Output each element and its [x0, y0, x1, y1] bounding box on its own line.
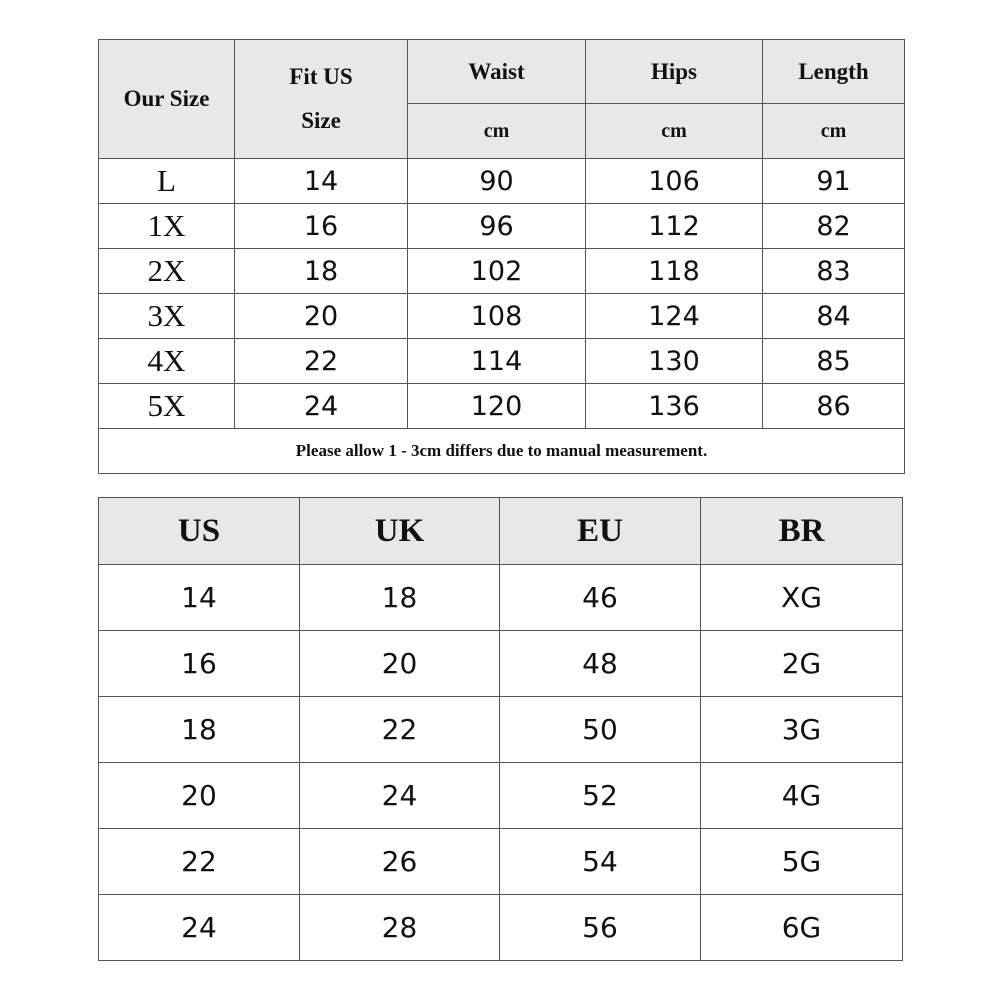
hips-cell: 118 [586, 249, 763, 294]
table-row [99, 204, 905, 249]
eu-cell: 56 [500, 895, 701, 961]
uk-cell: 26 [300, 829, 500, 895]
waist-cell: 90 [408, 159, 586, 204]
eu-cell: 52 [500, 763, 701, 829]
br-cell: 6G [701, 895, 903, 961]
eu-cell: 50 [500, 697, 701, 763]
header-length: Length [763, 40, 905, 104]
header-fit-us-line1: Fit US [289, 64, 353, 89]
eu-cell: 46 [500, 565, 701, 631]
fit-us-cell: 22 [235, 339, 408, 384]
size-conversion-table [98, 497, 903, 961]
br-cell: 4G [701, 763, 903, 829]
waist-cell: 120 [408, 384, 586, 429]
header-length-unit: cm [763, 104, 905, 159]
fit-us-cell: 20 [235, 294, 408, 339]
us-cell: 20 [99, 763, 300, 829]
us-cell: 18 [99, 697, 300, 763]
uk-cell: 22 [300, 697, 500, 763]
table-row [99, 895, 903, 961]
length-cell: 86 [763, 384, 905, 429]
our-size-cell: 2X [99, 249, 235, 294]
hips-cell: 106 [586, 159, 763, 204]
uk-cell: 20 [300, 631, 500, 697]
our-size-cell: L [99, 159, 235, 204]
us-cell: 16 [99, 631, 300, 697]
measurement-note: Please allow 1 - 3cm differs due to manual measurement. [99, 429, 905, 474]
size-chart-table [98, 39, 905, 474]
fit-us-cell: 24 [235, 384, 408, 429]
header-eu: EU [500, 498, 701, 565]
waist-cell: 114 [408, 339, 586, 384]
br-cell: 2G [701, 631, 903, 697]
table-row [99, 384, 905, 429]
waist-cell: 102 [408, 249, 586, 294]
fit-us-cell: 16 [235, 204, 408, 249]
uk-cell: 18 [300, 565, 500, 631]
table-row [99, 565, 903, 631]
table-row [99, 763, 903, 829]
fit-us-cell: 18 [235, 249, 408, 294]
hips-cell: 124 [586, 294, 763, 339]
table-row [99, 339, 905, 384]
header-our-size: Our Size [99, 40, 235, 159]
our-size-cell: 5X [99, 384, 235, 429]
header-fit-us-size [235, 40, 408, 159]
length-cell: 82 [763, 204, 905, 249]
table-row [99, 631, 903, 697]
fit-us-cell: 14 [235, 159, 408, 204]
header-br: BR [701, 498, 903, 565]
our-size-cell: 1X [99, 204, 235, 249]
waist-cell: 108 [408, 294, 586, 339]
header-uk: UK [300, 498, 500, 565]
br-cell: 3G [701, 697, 903, 763]
our-size-cell: 3X [99, 294, 235, 339]
us-cell: 22 [99, 829, 300, 895]
hips-cell: 136 [586, 384, 763, 429]
table-row [99, 294, 905, 339]
hips-cell: 130 [586, 339, 763, 384]
header-waist-unit: cm [408, 104, 586, 159]
length-cell: 91 [763, 159, 905, 204]
eu-cell: 54 [500, 829, 701, 895]
uk-cell: 28 [300, 895, 500, 961]
eu-cell: 48 [500, 631, 701, 697]
header-hips: Hips [586, 40, 763, 104]
br-cell: 5G [701, 829, 903, 895]
table-row [99, 159, 905, 204]
header-hips-unit: cm [586, 104, 763, 159]
header-waist: Waist [408, 40, 586, 104]
header-us: US [99, 498, 300, 565]
length-cell: 85 [763, 339, 905, 384]
length-cell: 83 [763, 249, 905, 294]
uk-cell: 24 [300, 763, 500, 829]
our-size-cell: 4X [99, 339, 235, 384]
table-row [99, 249, 905, 294]
table-row [99, 697, 903, 763]
table-row [99, 829, 903, 895]
us-cell: 14 [99, 565, 300, 631]
length-cell: 84 [763, 294, 905, 339]
us-cell: 24 [99, 895, 300, 961]
br-cell: XG [701, 565, 903, 631]
waist-cell: 96 [408, 204, 586, 249]
header-fit-us-line2: Size [301, 108, 341, 133]
hips-cell: 112 [586, 204, 763, 249]
